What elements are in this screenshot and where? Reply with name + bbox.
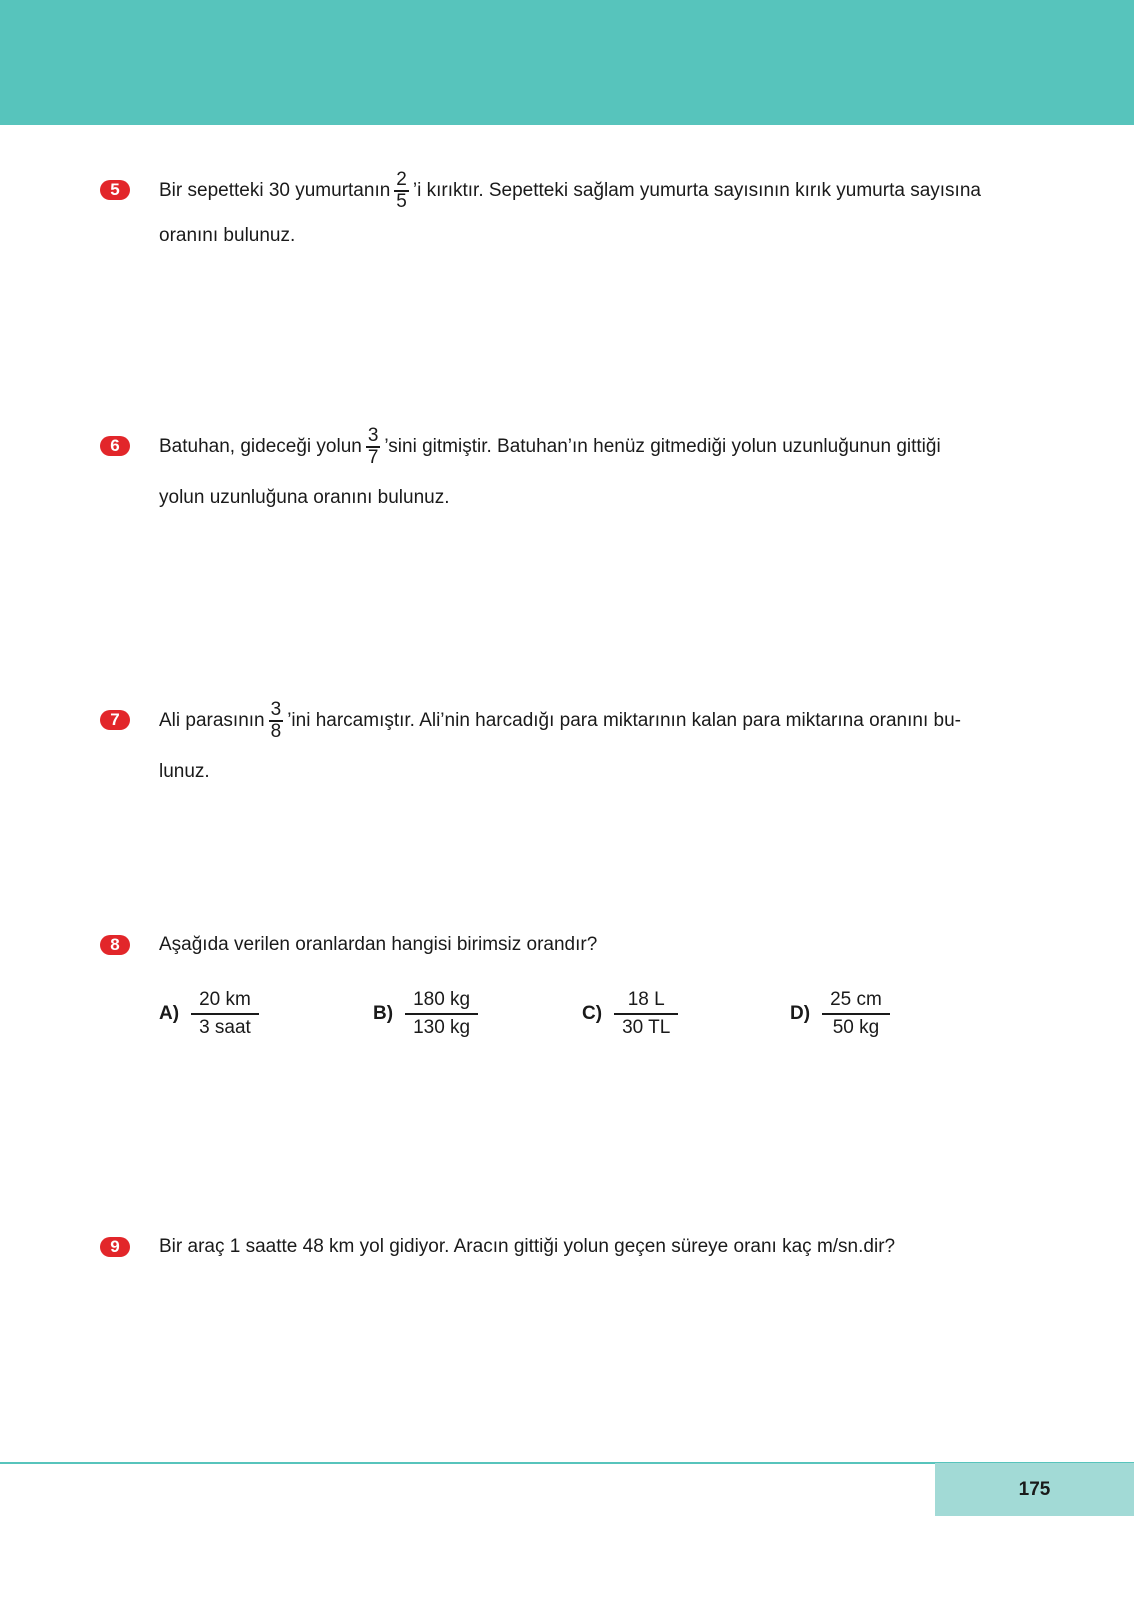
fraction-numerator: 180 kg [413, 989, 471, 1011]
question-line [159, 161, 1005, 221]
option-fraction [614, 987, 678, 1041]
option-label: B) [373, 1003, 394, 1024]
question-text: Aşağıda verilen oranlardan hangisi birimsiz orandır? [159, 934, 598, 955]
fraction [366, 426, 381, 468]
fraction-numerator: 25 cm [830, 989, 882, 1011]
option-c[interactable] [582, 984, 678, 1044]
fraction-numerator: 20 km [199, 989, 251, 1011]
question-text-line2: yolun uzunluğuna oranını bulunuz. [159, 487, 450, 508]
header-band [0, 0, 1134, 125]
fraction-denominator: 5 [396, 190, 407, 212]
fraction-denominator: 50 kg [832, 1016, 880, 1038]
question-text: Bir araç 1 saatte 48 km yol gidiyor. Aracın gittiği yolun geçen süreye oranı kaç m/sn.dir? [159, 1236, 896, 1257]
fraction [269, 700, 284, 742]
question-text: ’ini harcamıştır. Ali’nin harcadığı para miktarının kalan para miktarına oranını bu- [287, 710, 961, 731]
question-text: Bir sepetteki 30 yumurtanın [159, 180, 391, 201]
options [159, 984, 1005, 1044]
question-text: ’i kırıktır. Sepetteki sağlam yumurta sayısının kırık yumurta sayısına [412, 180, 981, 201]
question-text: Batuhan, gideceği yolun [159, 436, 362, 457]
question-number-badge: 9 [100, 1237, 130, 1257]
option-a[interactable] [159, 984, 259, 1044]
option-fraction [405, 987, 478, 1041]
question-number-badge: 6 [100, 436, 130, 456]
fraction-numerator: 3 [270, 699, 282, 721]
question-line [159, 417, 1005, 477]
fraction-numerator: 3 [367, 425, 379, 447]
option-fraction [822, 987, 890, 1041]
fraction-denominator: 8 [270, 720, 282, 742]
option-fraction [191, 987, 259, 1041]
fraction-denominator: 7 [367, 446, 379, 468]
option-b[interactable] [373, 984, 478, 1044]
option-d[interactable] [790, 984, 890, 1044]
option-label: A) [159, 1003, 180, 1024]
fraction-denominator: 30 TL [622, 1016, 671, 1038]
fraction-denominator: 130 kg [413, 1016, 471, 1038]
page-number: 175 [1018, 1478, 1051, 1500]
fraction-numerator: 18 L [627, 989, 665, 1011]
page-number-box [935, 1463, 1134, 1516]
question-number-badge: 5 [100, 180, 130, 200]
question-text: ’sini gitmiştir. Batuhan’ın henüz gitmediği yolun uzunluğunun gittiği [384, 436, 941, 457]
question-text-line2: lunuz. [159, 761, 210, 782]
question-line [159, 691, 1005, 751]
fraction-denominator: 3 saat [199, 1016, 251, 1038]
question-text-line2: oranını bulunuz. [159, 225, 296, 246]
option-label: C) [582, 1003, 603, 1024]
question-number-badge: 7 [100, 710, 130, 730]
question-number-badge: 8 [100, 935, 130, 955]
question-text: Ali parasının [159, 710, 265, 731]
fraction [394, 170, 409, 212]
fraction-numerator: 2 [396, 169, 407, 191]
option-label: D) [790, 1003, 811, 1024]
